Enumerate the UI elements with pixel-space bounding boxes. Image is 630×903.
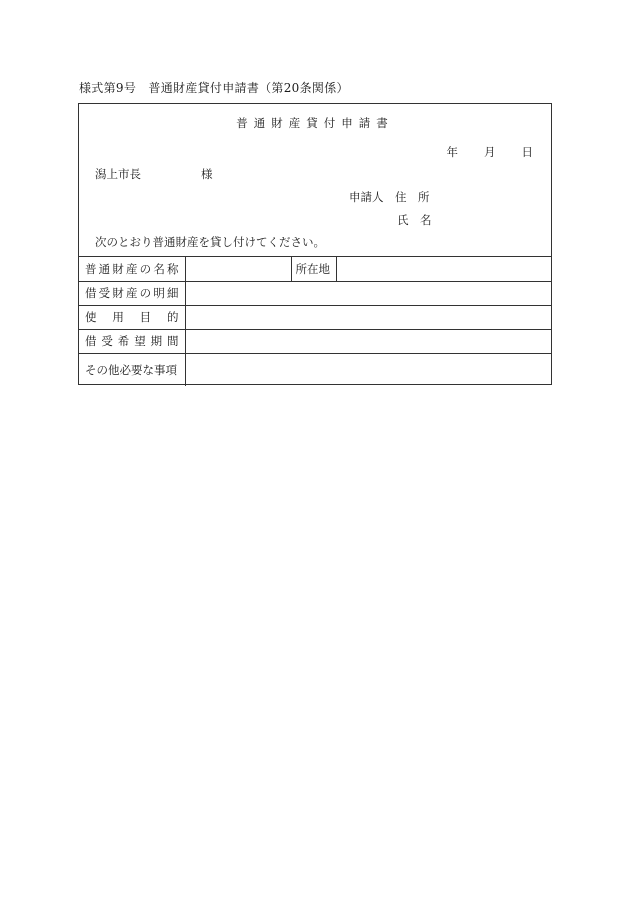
form-header-section — [79, 104, 551, 257]
leased-property-details-label: 借受財産の明細 — [79, 281, 185, 305]
other-matters-field[interactable] — [185, 353, 551, 386]
addressee: 潟上市長 — [95, 167, 141, 181]
applicant-address-label: 申請人 住 所 — [349, 190, 430, 204]
property-name-label: 普通財産の名称 — [85, 261, 179, 276]
table-row — [79, 353, 551, 386]
table-row — [79, 329, 551, 353]
application-form — [78, 103, 552, 385]
other-matters-label: その他必要な事項 — [79, 353, 185, 386]
request-statement: 次のとおり普通財産を貸し付けてください。 — [95, 235, 325, 249]
date-month-label: 月 — [484, 145, 496, 159]
purpose-of-use-field[interactable] — [185, 305, 551, 329]
desired-lease-period-field[interactable] — [185, 329, 551, 353]
table-row — [79, 281, 551, 305]
desired-lease-period-label: 借受希望期間 — [79, 329, 185, 353]
table-row — [79, 305, 551, 329]
location-label: 所在地 — [291, 257, 336, 281]
applicant-name-label: 氏 名 — [397, 213, 432, 227]
property-name-field[interactable] — [185, 257, 291, 281]
table-row — [79, 257, 551, 281]
form-number-title: 様式第9号 普通財産貸付申請書（第20条関係） — [79, 81, 349, 95]
addressee-honorific: 様 — [201, 167, 213, 181]
date-line — [447, 144, 534, 160]
details-table — [79, 257, 551, 386]
date-day-label: 日 — [521, 145, 533, 159]
purpose-of-use-label: 使用目的 — [79, 305, 185, 329]
document-heading: 普通財産貸付申請書 — [236, 116, 394, 130]
location-field[interactable] — [336, 257, 551, 281]
date-year-label: 年 — [446, 145, 458, 159]
leased-property-details-field[interactable] — [185, 281, 551, 305]
